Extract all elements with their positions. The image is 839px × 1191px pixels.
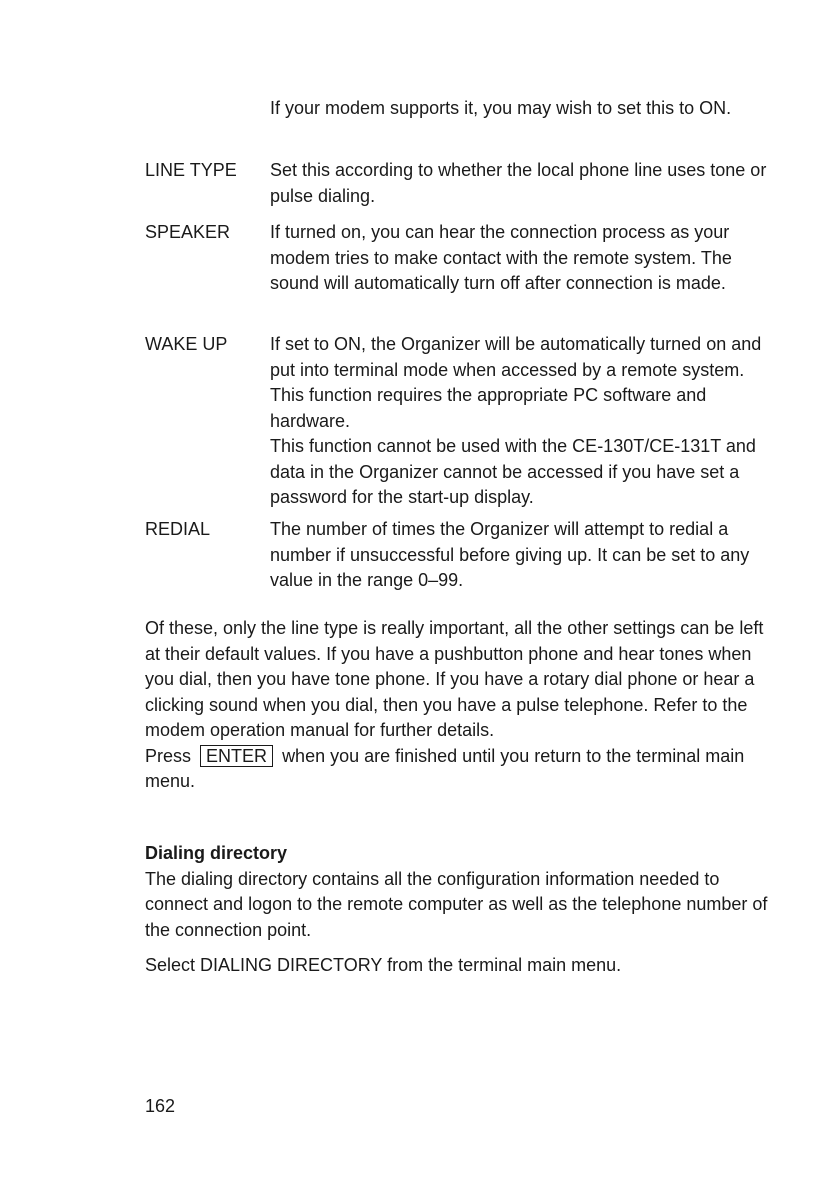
press-label: Press [145, 745, 192, 766]
section-paragraph: Select DIALING DIRECTORY from the terminal main menu. [145, 955, 622, 975]
press-after-text: when you are finished until you return to the terminal main menu. [145, 745, 745, 791]
setting-description [270, 220, 770, 297]
press-instruction [145, 744, 770, 795]
setting-description [270, 517, 770, 594]
setting-description [270, 332, 770, 511]
setting-description-text: This function cannot be used with the CE-130T/CE-131T and data in the Organizer cannot be accessed if you have set a password for the start-up display. [270, 436, 756, 507]
section-heading: Dialing directory [145, 843, 288, 863]
summary-text: Of these, only the line type is really important, all the other settings can be left at their default values. If you have a pushbutton phone and hear tones when you dial, then you have tone phone. If you have a rotary dial phone or hear a clicking sound when you dial, then you have a pulse telephone. Refer to the modem operation manual for further details. [145, 618, 764, 740]
setting-description [270, 158, 770, 209]
setting-description-text: The number of times the Organizer will attempt to redial a number if unsuccessful before giving up. It can be set to any value in the range 0–99. [270, 519, 750, 590]
setting-term: REDIAL [145, 519, 211, 539]
setting-term: LINE TYPE [145, 160, 237, 180]
setting-description-text: If turned on, you can hear the connection process as your modem tries to make contact with the remote system. The sound will automatically turn off after connection is made. [270, 222, 732, 293]
intro-text: If your modem supports it, you may wish to set this to ON. [270, 98, 732, 118]
setting-description-text: If set to ON, the Organizer will be automatically turned on and put into terminal mode when accessed by a remote system. This function requires the appropriate PC software and hardware. [270, 334, 762, 431]
dialing-directory-section [145, 841, 770, 979]
section-paragraph: The dialing directory contains all the configuration information needed to connect and logon to the remote computer as well as the telephone number of the connection point. [145, 868, 768, 940]
enter-key: ENTER [200, 745, 273, 767]
setting-term: WAKE UP [145, 334, 228, 354]
summary-paragraph [145, 616, 770, 795]
setting-term: SPEAKER [145, 222, 231, 242]
page-number: 162 [145, 1096, 176, 1116]
setting-description-text: Set this according to whether the local phone line uses tone or pulse dialing. [270, 160, 767, 206]
